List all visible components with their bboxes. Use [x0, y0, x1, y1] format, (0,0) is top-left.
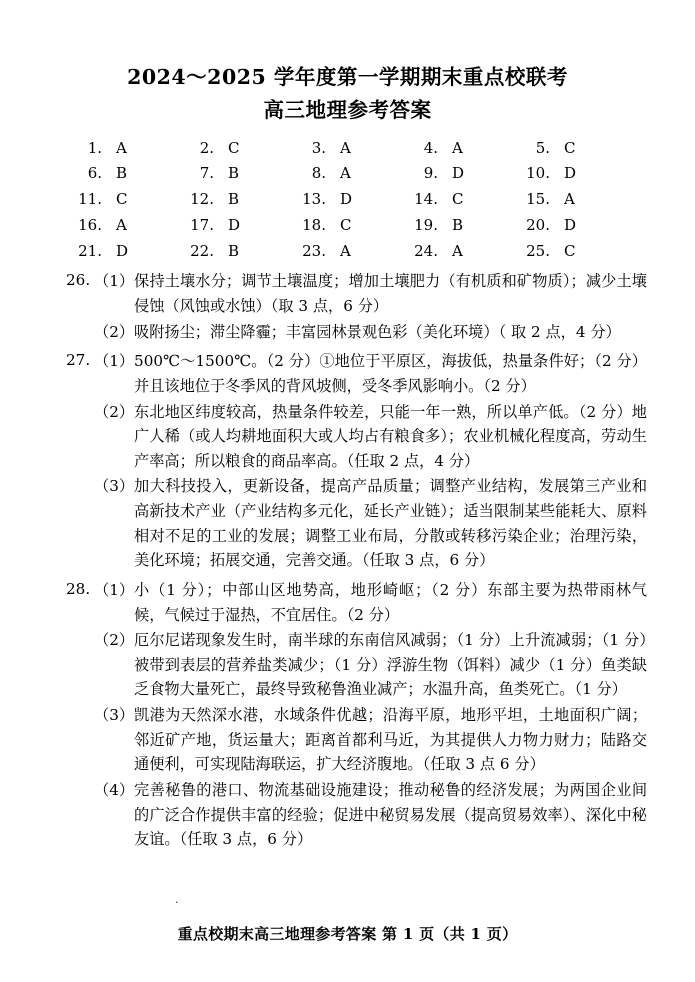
- mc-number: 25.: [526, 241, 550, 260]
- mc-answer-5: [516, 136, 628, 162]
- mc-answer-13: [292, 187, 404, 213]
- mc-answer-19: [404, 213, 516, 239]
- mc-answer-18: [292, 213, 404, 239]
- mc-letter: D: [228, 215, 241, 234]
- mc-answer-22: [180, 239, 292, 265]
- sub-answer-mark: （1）: [94, 352, 135, 371]
- sub-answer: [94, 778, 647, 852]
- sub-answer-mark: （2）: [94, 322, 135, 341]
- sub-answer: [94, 578, 647, 627]
- stray-ink-mark: .: [175, 893, 179, 906]
- mc-letter: C: [116, 190, 128, 209]
- mc-letter: D: [564, 164, 577, 183]
- mc-answer-1: [68, 136, 180, 162]
- mc-letter: D: [116, 241, 129, 260]
- mc-answer-16: [68, 213, 180, 239]
- sub-answer-text: 厄尔尼诺现象发生时，南半球的东南信风减弱；（1 分）上升流减弱；（1 分）被带到表层的营养盐类减少；（1 分）浮游生物（饵料）减少（1 分）鱼类缺乏食物大量死亡，最终导致秘鲁渔业减产；水温升高，鱼类死亡。（1 分）: [134, 631, 647, 699]
- mc-number: 15.: [526, 190, 550, 209]
- mc-answer-3: [292, 136, 404, 162]
- mc-answer-7: [180, 161, 292, 187]
- mc-letter: A: [340, 138, 351, 157]
- sub-answer-mark: （4）: [94, 780, 135, 799]
- mc-number: 6.: [87, 164, 102, 183]
- mc-number: 16.: [78, 215, 102, 234]
- mc-number: 5.: [535, 138, 550, 157]
- mc-answer-6: [68, 161, 180, 187]
- mc-letter: C: [564, 138, 576, 157]
- sub-answer-mark: （2）: [94, 402, 135, 421]
- mc-letter: D: [340, 190, 353, 209]
- mc-answer-2: [180, 136, 292, 162]
- mc-answer-11: [68, 187, 180, 213]
- sub-answer: [94, 474, 647, 573]
- mc-letter: B: [228, 190, 240, 209]
- mc-number: 18.: [302, 215, 326, 234]
- mc-number: 17.: [190, 215, 214, 234]
- mc-number: 2.: [199, 138, 214, 157]
- mc-letter: A: [340, 164, 351, 183]
- sub-answer: [94, 628, 647, 702]
- mc-letter: A: [564, 190, 575, 209]
- mc-answer-10: [516, 161, 628, 187]
- question-body: [94, 577, 647, 852]
- mc-letter: B: [116, 164, 128, 183]
- mc-answer-24: [404, 239, 516, 265]
- mc-row: [68, 213, 628, 239]
- sub-answer: [94, 703, 647, 777]
- mc-number: 20.: [526, 215, 550, 234]
- mc-number: 24.: [414, 241, 438, 260]
- sub-answer-text: 小（1 分）；中部山区地势高，地形崎岖；（2 分）东部主要为热带雨林气候，气候过于湿热，不宜居住。（2 分）: [134, 580, 647, 624]
- mc-number: 14.: [414, 190, 438, 209]
- mc-number: 22.: [190, 241, 214, 260]
- mc-row: [68, 136, 628, 162]
- sub-answer-text: 吸附扬尘；滞尘降霾；丰富园林景观色彩（美化环境）（ 取 2 点，4 分）: [134, 322, 621, 341]
- mc-number: 7.: [199, 164, 214, 183]
- mc-letter: D: [564, 215, 577, 234]
- mc-answer-14: [404, 187, 516, 213]
- sub-answer-mark: （1）: [94, 272, 135, 291]
- sub-answer-mark: （1）: [94, 580, 135, 599]
- document-title-block: [48, 62, 647, 126]
- mc-number: 11.: [78, 190, 102, 209]
- mc-number: 13.: [302, 190, 326, 209]
- sub-answer-mark: （3）: [94, 477, 135, 496]
- mc-number: 10.: [526, 164, 550, 183]
- sub-answer: [94, 400, 647, 474]
- sub-answer-text: 凯港为天然深水港，水域条件优越；沿海平原，地形平坦，土地面积广阔；邻近矿产地，货运量大；距离首都利马近，为其提供人力物力财力；陆路交通便利，可实现陆海联运，扩大经济腹地。（任取 3 点 6 分）: [134, 706, 647, 774]
- mc-answer-23: [292, 239, 404, 265]
- mc-answer-8: [292, 161, 404, 187]
- mc-row: [68, 187, 628, 213]
- question-block-26: [48, 268, 647, 344]
- mc-answer-12: [180, 187, 292, 213]
- mc-letter: A: [452, 138, 463, 157]
- mc-answer-17: [180, 213, 292, 239]
- mc-answer-25: [516, 239, 628, 265]
- sub-answer: [94, 320, 647, 345]
- question-number: 27.: [66, 351, 91, 370]
- mc-letter: C: [564, 241, 576, 260]
- mc-letter: C: [340, 215, 352, 234]
- mc-letter: B: [228, 241, 240, 260]
- sub-answer: [94, 269, 647, 318]
- sub-answer-mark: （2）: [94, 631, 135, 650]
- question-number: 28.: [66, 579, 91, 598]
- mc-letter: D: [452, 164, 465, 183]
- mc-letter: C: [228, 138, 240, 157]
- mc-number: 1.: [87, 138, 102, 157]
- mc-answer-4: [404, 136, 516, 162]
- mc-number: 12.: [190, 190, 214, 209]
- sub-answer-text: 东北地区纬度较高，热量条件较差，只能一年一熟，所以单产低。（2 分）地广人稀（或人均耕地面积大或人均占有粮食多）；农业机械化程度高，劳动生产率高；所以粮食的商品率高。（任取 2 点，4 分）: [134, 402, 647, 470]
- mc-number: 19.: [414, 215, 438, 234]
- multiple-choice-answers: [68, 136, 628, 265]
- sub-answer: [94, 349, 647, 398]
- mc-number: 21.: [78, 241, 102, 260]
- mc-answer-9: [404, 161, 516, 187]
- page-title-line-2: 高三地理参考答案: [263, 97, 432, 122]
- mc-number: 8.: [311, 164, 326, 183]
- question-block-28: [48, 577, 647, 852]
- mc-number: 3.: [311, 138, 326, 157]
- page-footer: 重点校期末高三地理参考答案 第 1 页（共 1 页）: [177, 925, 518, 943]
- mc-row: [68, 239, 628, 265]
- page-title-line-1: 2024～2025 学年度第一学期期末重点校联考: [127, 65, 568, 89]
- mc-number: 9.: [423, 164, 438, 183]
- mc-letter: C: [452, 190, 464, 209]
- mc-letter: A: [452, 241, 463, 260]
- mc-letter: B: [228, 164, 240, 183]
- question-number: 26.: [66, 271, 91, 290]
- sub-answer-text: 加大科技投入，更新设备，提高产品质量；调整产业结构，发展第三产业和高新技术产业（产业结构多元化，延长产业链）；适当限制某些能耗大、原料相对不足的工业的发展；调整工业布局，分散或转移污染企业；治理污染，美化环境；拓展交通，完善交通。（任取 3 点，6 分）: [134, 477, 647, 570]
- mc-letter: A: [116, 138, 127, 157]
- mc-row: [68, 161, 628, 187]
- question-body: [94, 268, 647, 344]
- mc-answer-15: [516, 187, 628, 213]
- sub-answer-text: 完善秘鲁的港口、物流基础设施建设；推动秘鲁的经济发展；为两国企业间的广泛合作提供丰富的经验；促进中秘贸易发展（提高贸易效率）、深化中秘友谊。（任取 3 点，6 分）: [134, 780, 647, 849]
- question-block-27: [48, 348, 647, 573]
- mc-number: 23.: [302, 241, 326, 260]
- sub-answer-mark: （3）: [94, 706, 135, 725]
- mc-answer-20: [516, 213, 628, 239]
- question-body: [94, 348, 647, 573]
- mc-letter: B: [452, 215, 464, 234]
- mc-answer-21: [68, 239, 180, 265]
- mc-number: 4.: [423, 138, 438, 157]
- sub-answer-text: 500℃～1500℃。（2 分）①地位于平原区，海拔低，热量条件好；（2 分）并且该地位于冬季风的背风坡侧，受冬季风影响小。（2 分）: [134, 352, 647, 395]
- mc-letter: A: [340, 241, 351, 260]
- sub-answer-text: 保持土壤水分；调节土壤温度；增加土壤肥力（有机质和矿物质）；减少土壤侵蚀（风蚀或水蚀）（取 3 点，6 分）: [134, 272, 647, 316]
- mc-letter: A: [116, 215, 127, 234]
